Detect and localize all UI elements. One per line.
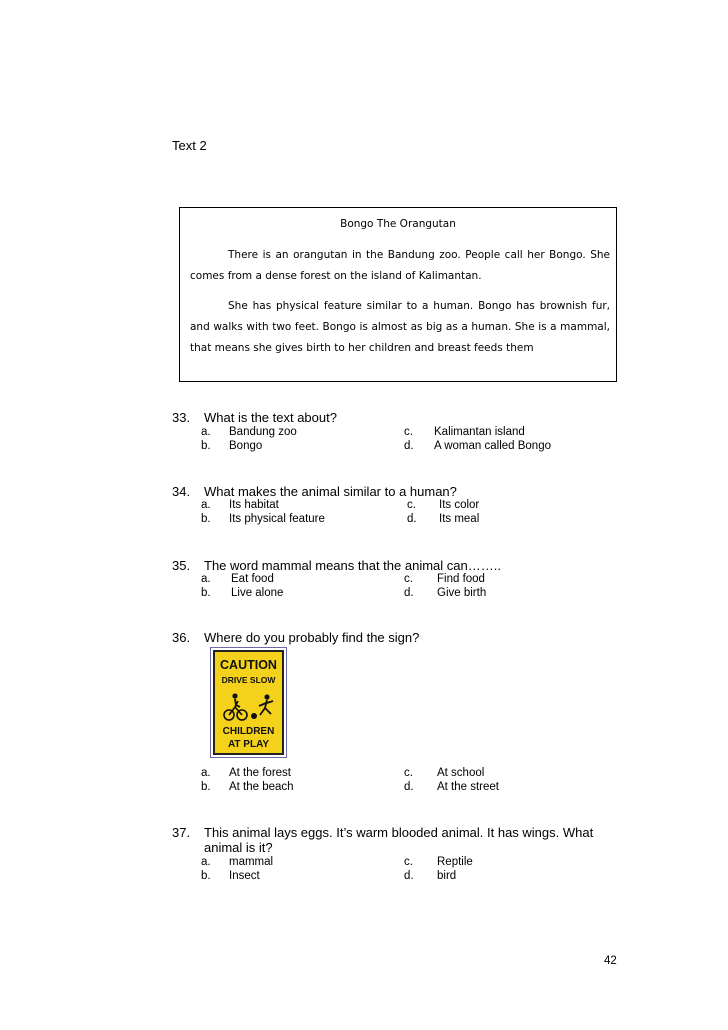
sign-caution-text: CAUTION <box>220 658 277 672</box>
page-number: 42 <box>604 955 617 967</box>
option-35c[interactable]: c. Find food <box>404 573 485 585</box>
option-37b[interactable]: b. Insect <box>201 870 260 882</box>
question-33: 33. What is the text about? <box>172 410 337 425</box>
question-37-continuation: animal is it? <box>204 840 273 855</box>
question-36: 36. Where do you probably find the sign? <box>172 630 420 645</box>
question-35: 35. The word mammal means that the animal can…….. <box>172 558 501 573</box>
paragraph-2: She has physical feature similar to a human. Bongo has brownish fur, and walks with two feet. Bongo is almost as big as a human. She is a mammal, that means she gives birth to her children and breast feeds them <box>190 300 610 354</box>
caution-sign-image <box>210 647 287 758</box>
option-33d[interactable]: d. A woman called Bongo <box>404 440 551 452</box>
section-heading: Text 2 <box>172 138 207 153</box>
sign-board <box>213 650 284 755</box>
paragraph-1: There is an orangutan in the Bandung zoo. People call her Bongo. She comes from a dense forest on the island of Kalimantan. <box>190 249 610 282</box>
option-36b[interactable]: b. At the beach <box>201 781 294 793</box>
option-35d[interactable]: d. Give birth <box>404 587 487 599</box>
option-36a[interactable]: a. At the forest <box>201 767 292 779</box>
sign-at-play-text: AT PLAY <box>227 739 270 750</box>
option-37d[interactable]: d. bird <box>404 870 457 882</box>
reading-text-box <box>179 207 617 382</box>
question-37: 37. This animal lays eggs. It’s warm blooded animal. It has wings. What <box>172 825 594 840</box>
text-title: Bongo The Orangutan <box>340 218 456 230</box>
children-playing-icon <box>221 692 279 722</box>
option-34d[interactable]: d. Its meal <box>407 513 480 525</box>
option-36c[interactable]: c. At school <box>404 767 485 779</box>
option-34b[interactable]: b. Its physical feature <box>201 513 325 525</box>
option-37c[interactable]: c. Reptile <box>404 856 473 868</box>
option-33a[interactable]: a. Bandung zoo <box>201 426 297 438</box>
sign-drive-slow-text: DRIVE SLOW <box>221 675 276 685</box>
option-33b[interactable]: b. Bongo <box>201 440 263 452</box>
option-34a[interactable]: a. Its habitat <box>201 499 279 511</box>
option-35a[interactable]: a. Eat food <box>201 573 274 585</box>
question-34: 34. What makes the animal similar to a human? <box>172 484 457 499</box>
option-37a[interactable]: a. mammal <box>201 856 274 868</box>
option-35b[interactable]: b. Live alone <box>201 587 284 599</box>
option-33c[interactable]: c. Kalimantan island <box>404 426 525 438</box>
option-34c[interactable]: c. Its color <box>407 499 480 511</box>
option-36d[interactable]: d. At the street <box>404 781 500 793</box>
sign-children-text: CHILDREN <box>222 726 275 737</box>
